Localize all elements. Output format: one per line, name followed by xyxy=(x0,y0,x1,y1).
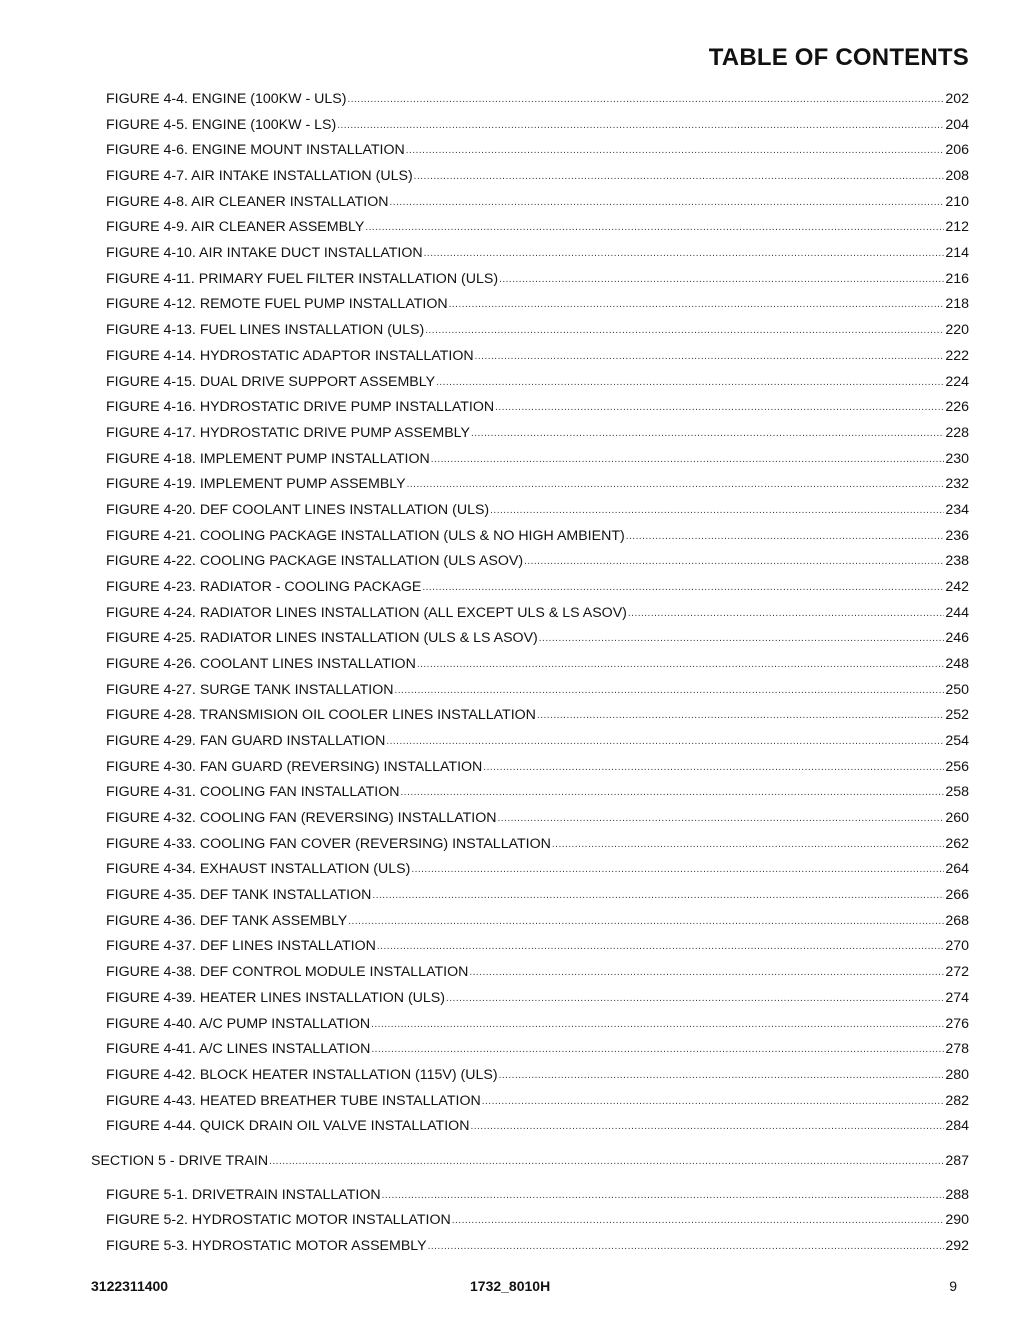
toc-entry-page: 246 xyxy=(945,630,969,647)
toc-entry-label: FIGURE 4-7. AIR INTAKE INSTALLATION (ULS) xyxy=(106,168,413,184)
dot-leader xyxy=(348,914,944,930)
dot-leader xyxy=(347,92,944,108)
toc-figure-entry[interactable] xyxy=(106,1038,969,1058)
toc-entry-label: FIGURE 5-2. HYDROSTATIC MOTOR INSTALLATION xyxy=(106,1212,451,1229)
toc-entry-page: 292 xyxy=(945,1237,969,1254)
dot-leader xyxy=(411,862,944,878)
toc-entry-page: 248 xyxy=(945,656,969,672)
toc-entry-label: FIGURE 4-8. AIR CLEANER INSTALLATION xyxy=(106,193,389,210)
toc-entry-page: 208 xyxy=(945,168,969,184)
toc-entry-page: 270 xyxy=(945,938,969,955)
dot-leader xyxy=(495,400,944,416)
toc-entry-label: FIGURE 4-28. TRANSMISION OIL COOLER LINES INSTALLATION xyxy=(106,707,536,724)
toc-entry-label: FIGURE 4-37. DEF LINES INSTALLATION xyxy=(106,938,376,955)
dot-leader xyxy=(425,323,944,339)
toc-entry-page: 238 xyxy=(945,553,969,570)
page-title: TABLE OF CONTENTS xyxy=(708,44,969,71)
dot-leader xyxy=(499,1068,945,1084)
toc-figure-entry[interactable] xyxy=(106,679,969,699)
toc-entry-page: 282 xyxy=(945,1092,969,1109)
dot-leader xyxy=(428,1239,945,1255)
toc-entry-label: FIGURE 4-10. AIR INTAKE DUCT INSTALLATION xyxy=(106,245,423,262)
toc-entry-page: 290 xyxy=(945,1212,969,1229)
toc-figure-entry[interactable] xyxy=(106,139,969,159)
dot-leader xyxy=(406,143,945,159)
toc-figure-entry[interactable] xyxy=(106,576,969,596)
dot-leader xyxy=(469,965,944,981)
toc-figure-entry[interactable] xyxy=(106,781,969,801)
toc-entry-label: FIGURE 4-16. HYDROSTATIC DRIVE PUMP INSTALLATION xyxy=(106,399,495,416)
toc-entry-page: 260 xyxy=(945,810,969,826)
toc-entry-label: FIGURE 4-22. COOLING PACKAGE INSTALLATION (ULS ASOV) xyxy=(106,553,524,570)
toc-figure-entry[interactable] xyxy=(106,833,969,853)
toc-entry-page: 210 xyxy=(945,193,969,210)
toc-entry-page: 236 xyxy=(945,527,969,544)
dot-leader xyxy=(372,888,944,904)
toc-entry-label: FIGURE 4-19. IMPLEMENT PUMP ASSEMBLY xyxy=(106,476,406,493)
toc-figure-entry[interactable] xyxy=(106,653,969,673)
toc-figure-entry[interactable] xyxy=(106,756,969,776)
toc-figure-entry[interactable] xyxy=(106,319,969,339)
dot-leader xyxy=(417,657,944,673)
toc-figure-entry[interactable] xyxy=(106,293,969,313)
toc-entry-page: 268 xyxy=(945,912,969,929)
toc-entry-label: FIGURE 4-9. AIR CLEANER ASSEMBLY xyxy=(106,219,365,236)
toc-figure-entry[interactable] xyxy=(106,858,969,878)
toc-entry-page: 284 xyxy=(945,1118,969,1135)
dot-leader xyxy=(337,118,944,134)
toc-figure-entry[interactable] xyxy=(106,1013,969,1033)
dot-leader xyxy=(395,683,945,699)
toc-entry-page: 228 xyxy=(945,424,969,441)
toc-entry-label: FIGURE 5-1. DRIVETRAIN INSTALLATION xyxy=(106,1186,381,1203)
toc-figure-entry[interactable] xyxy=(106,910,969,930)
toc-entry-page: 262 xyxy=(945,835,969,852)
dot-leader xyxy=(552,837,944,853)
toc-entry-label: FIGURE 4-38. DEF CONTROL MODULE INSTALLATION xyxy=(106,964,469,981)
toc-entry-label: FIGURE 4-15. DUAL DRIVE SUPPORT ASSEMBLY xyxy=(106,373,436,390)
toc-figure-entry[interactable] xyxy=(106,935,969,955)
toc-figure-entry[interactable] xyxy=(106,114,969,134)
toc-entry-label: FIGURE 4-11. PRIMARY FUEL FILTER INSTALLATION (ULS) xyxy=(106,270,499,287)
dot-leader xyxy=(382,1188,945,1204)
toc-entry-label: FIGURE 4-17. HYDROSTATIC DRIVE PUMP ASSEMBLY xyxy=(106,424,470,441)
toc-entry-page: 258 xyxy=(945,784,969,801)
toc-entry-page: 222 xyxy=(945,347,969,364)
toc-entry-label: FIGURE 4-26. COOLANT LINES INSTALLATION xyxy=(106,656,416,672)
toc-figure-entry[interactable] xyxy=(106,473,969,493)
toc-entry-label: FIGURE 4-41. A/C LINES INSTALLATION xyxy=(106,1041,371,1058)
toc-entry-label: FIGURE 4-36. DEF TANK ASSEMBLY xyxy=(106,912,348,929)
toc-figure-entry[interactable] xyxy=(106,525,969,545)
dot-leader xyxy=(371,1042,944,1058)
toc-entry-label: FIGURE 4-40. A/C PUMP INSTALLATION xyxy=(106,1015,371,1032)
dot-leader xyxy=(407,477,945,493)
toc-entry-page: 288 xyxy=(945,1186,969,1203)
toc-entry-page: 272 xyxy=(945,964,969,981)
toc-entry-page: 276 xyxy=(945,1015,969,1032)
toc-entry-label: FIGURE 4-34. EXHAUST INSTALLATION (ULS) xyxy=(106,861,411,878)
toc-entry-label: FIGURE 4-20. DEF COOLANT LINES INSTALLATION (ULS) xyxy=(106,501,490,518)
toc-entry-label: FIGURE 4-31. COOLING FAN INSTALLATION xyxy=(106,784,400,801)
toc-entry-label: FIGURE 4-12. REMOTE FUEL PUMP INSTALLATION xyxy=(106,296,448,313)
toc-figure-entry[interactable] xyxy=(106,448,969,468)
toc-entry-page: 230 xyxy=(945,450,969,467)
dot-leader xyxy=(537,708,944,724)
toc-entry-label: FIGURE 4-29. FAN GUARD INSTALLATION xyxy=(106,733,386,749)
dot-leader xyxy=(470,1119,944,1135)
toc-entry-page: 256 xyxy=(945,758,969,775)
dot-leader xyxy=(475,349,945,365)
toc-entry-label: FIGURE 4-24. RADIATOR LINES INSTALLATION (ALL EXCEPT ULS & LS ASOV) xyxy=(106,604,627,621)
toc-entry-page: 242 xyxy=(945,578,969,595)
toc-entry-page: 234 xyxy=(945,501,969,518)
toc-entry-label: FIGURE 4-35. DEF TANK INSTALLATION xyxy=(106,887,372,904)
dot-leader xyxy=(365,220,944,236)
toc-figure-entry[interactable] xyxy=(106,165,969,185)
toc-entry-label: FIGURE 4-33. COOLING FAN COVER (REVERSING) INSTALLATION xyxy=(106,835,551,852)
toc-entry-label: FIGURE 4-18. IMPLEMENT PUMP INSTALLATION xyxy=(106,450,430,467)
toc-entry-page: 274 xyxy=(945,989,969,1006)
dot-leader xyxy=(452,1213,945,1229)
toc-entry-label: FIGURE 4-25. RADIATOR LINES INSTALLATION (ULS & LS ASOV) xyxy=(106,630,538,647)
toc-figure-entry[interactable] xyxy=(106,216,969,236)
toc-figure-entry[interactable] xyxy=(106,396,969,416)
toc-entry-label: FIGURE 5-3. HYDROSTATIC MOTOR ASSEMBLY xyxy=(106,1237,427,1254)
toc-entry-label: FIGURE 4-39. HEATER LINES INSTALLATION (ULS) xyxy=(106,989,445,1006)
toc-figure-entry[interactable] xyxy=(106,627,969,647)
dot-leader xyxy=(390,195,945,211)
toc-entry-page: 204 xyxy=(945,116,969,133)
dot-leader xyxy=(626,529,945,545)
dot-leader xyxy=(424,246,945,262)
toc-figure-entry[interactable] xyxy=(106,371,969,391)
toc-entry-page: 218 xyxy=(945,296,969,313)
dot-leader xyxy=(386,734,944,750)
toc-figure-entry[interactable] xyxy=(106,602,969,622)
toc-entry-page: 220 xyxy=(945,322,969,339)
dot-leader xyxy=(628,606,944,622)
toc-figure-entry[interactable] xyxy=(106,884,969,904)
toc-entry-label: FIGURE 4-5. ENGINE (100KW - LS) xyxy=(106,116,337,133)
footer-doc-number: 3122311400 xyxy=(91,1278,169,1294)
dot-leader xyxy=(524,554,944,570)
dot-leader xyxy=(471,426,944,442)
toc-figure-entry[interactable] xyxy=(106,191,969,211)
footer-page-number: 9 xyxy=(949,1278,957,1294)
dot-leader xyxy=(422,580,944,596)
toc-entry-page: 202 xyxy=(945,91,969,107)
toc-entry-page: 287 xyxy=(945,1152,969,1169)
toc-entry-page: 254 xyxy=(945,733,969,749)
toc-entry-label: FIGURE 4-30. FAN GUARD (REVERSING) INSTALLATION xyxy=(106,758,483,775)
toc-entry-page: 264 xyxy=(945,861,969,878)
toc-entry-page: 214 xyxy=(945,245,969,262)
toc-figure-entry[interactable] xyxy=(106,961,969,981)
toc-section-entry[interactable] xyxy=(91,1150,969,1170)
toc-figure-entry[interactable] xyxy=(106,807,969,827)
toc-figure-entry[interactable] xyxy=(106,1064,969,1084)
toc-entry-page: 266 xyxy=(945,887,969,904)
toc-figure-entry[interactable] xyxy=(106,268,969,288)
toc-figure-entry[interactable] xyxy=(106,704,969,724)
dot-leader xyxy=(499,272,944,288)
toc-figure-entry[interactable] xyxy=(106,1209,969,1229)
toc-entry-label: FIGURE 4-27. SURGE TANK INSTALLATION xyxy=(106,681,394,698)
toc-entry-label: FIGURE 4-6. ENGINE MOUNT INSTALLATION xyxy=(106,142,405,159)
dot-leader xyxy=(490,503,944,519)
toc-figure-entry[interactable] xyxy=(106,1235,969,1255)
toc-entry-label: FIGURE 4-23. RADIATOR - COOLING PACKAGE xyxy=(106,578,422,595)
toc-entry-label: FIGURE 4-44. QUICK DRAIN OIL VALVE INSTALLATION xyxy=(106,1118,470,1135)
toc-figure-entry[interactable] xyxy=(106,987,969,1007)
dot-leader xyxy=(436,375,944,391)
toc-entry-label: FIGURE 4-21. COOLING PACKAGE INSTALLATION (ULS & NO HIGH AMBIENT) xyxy=(106,527,625,544)
dot-leader xyxy=(498,811,945,827)
toc-entry-label: FIGURE 4-42. BLOCK HEATER INSTALLATION (115V) (ULS) xyxy=(106,1066,498,1083)
dot-leader xyxy=(446,991,944,1007)
toc-figure-entry[interactable] xyxy=(106,550,969,570)
toc-figure-entry[interactable] xyxy=(106,1090,969,1110)
dot-leader xyxy=(482,1094,945,1110)
toc-figure-entry[interactable] xyxy=(106,88,969,108)
toc-entry-label: FIGURE 4-32. COOLING FAN (REVERSING) INSTALLATION xyxy=(106,810,497,826)
toc-figure-entry[interactable] xyxy=(106,499,969,519)
dot-leader xyxy=(371,1017,944,1033)
toc-entry-label: SECTION 5 - DRIVE TRAIN xyxy=(91,1152,269,1169)
toc-figure-entry[interactable] xyxy=(106,422,969,442)
toc-figure-entry[interactable] xyxy=(106,242,969,262)
dot-leader xyxy=(414,169,945,185)
dot-leader xyxy=(431,452,945,468)
toc-entry-label: FIGURE 4-14. HYDROSTATIC ADAPTOR INSTALLATION xyxy=(106,347,474,364)
dot-leader xyxy=(539,631,945,647)
dot-leader xyxy=(269,1154,944,1170)
dot-leader xyxy=(483,760,944,776)
toc-entry-page: 232 xyxy=(945,476,969,493)
dot-leader xyxy=(449,297,945,313)
toc-entry-page: 278 xyxy=(945,1041,969,1058)
toc-entry-label: FIGURE 4-4. ENGINE (100KW - ULS) xyxy=(106,91,347,107)
toc-figure-entry[interactable] xyxy=(106,1115,969,1135)
toc-entry-page: 212 xyxy=(945,219,969,236)
toc-entry-page: 250 xyxy=(945,681,969,698)
toc-entry-label: FIGURE 4-13. FUEL LINES INSTALLATION (ULS) xyxy=(106,322,425,339)
dot-leader xyxy=(401,785,945,801)
toc-entry-page: 226 xyxy=(945,399,969,416)
toc-figure-entry[interactable] xyxy=(106,1184,969,1204)
toc-entry-page: 244 xyxy=(945,604,969,621)
toc-entry-page: 252 xyxy=(945,707,969,724)
toc-entry-page: 216 xyxy=(945,270,969,287)
toc-entry-page: 280 xyxy=(945,1066,969,1083)
dot-leader xyxy=(377,939,944,955)
footer-manual-code: 1732_8010H xyxy=(470,1278,551,1294)
toc-figure-entry[interactable] xyxy=(106,345,969,365)
toc-entry-label: FIGURE 4-43. HEATED BREATHER TUBE INSTALLATION xyxy=(106,1092,481,1109)
toc-entry-page: 206 xyxy=(945,142,969,159)
toc-entry-page: 224 xyxy=(945,373,969,390)
toc-figure-entry[interactable] xyxy=(106,730,969,750)
